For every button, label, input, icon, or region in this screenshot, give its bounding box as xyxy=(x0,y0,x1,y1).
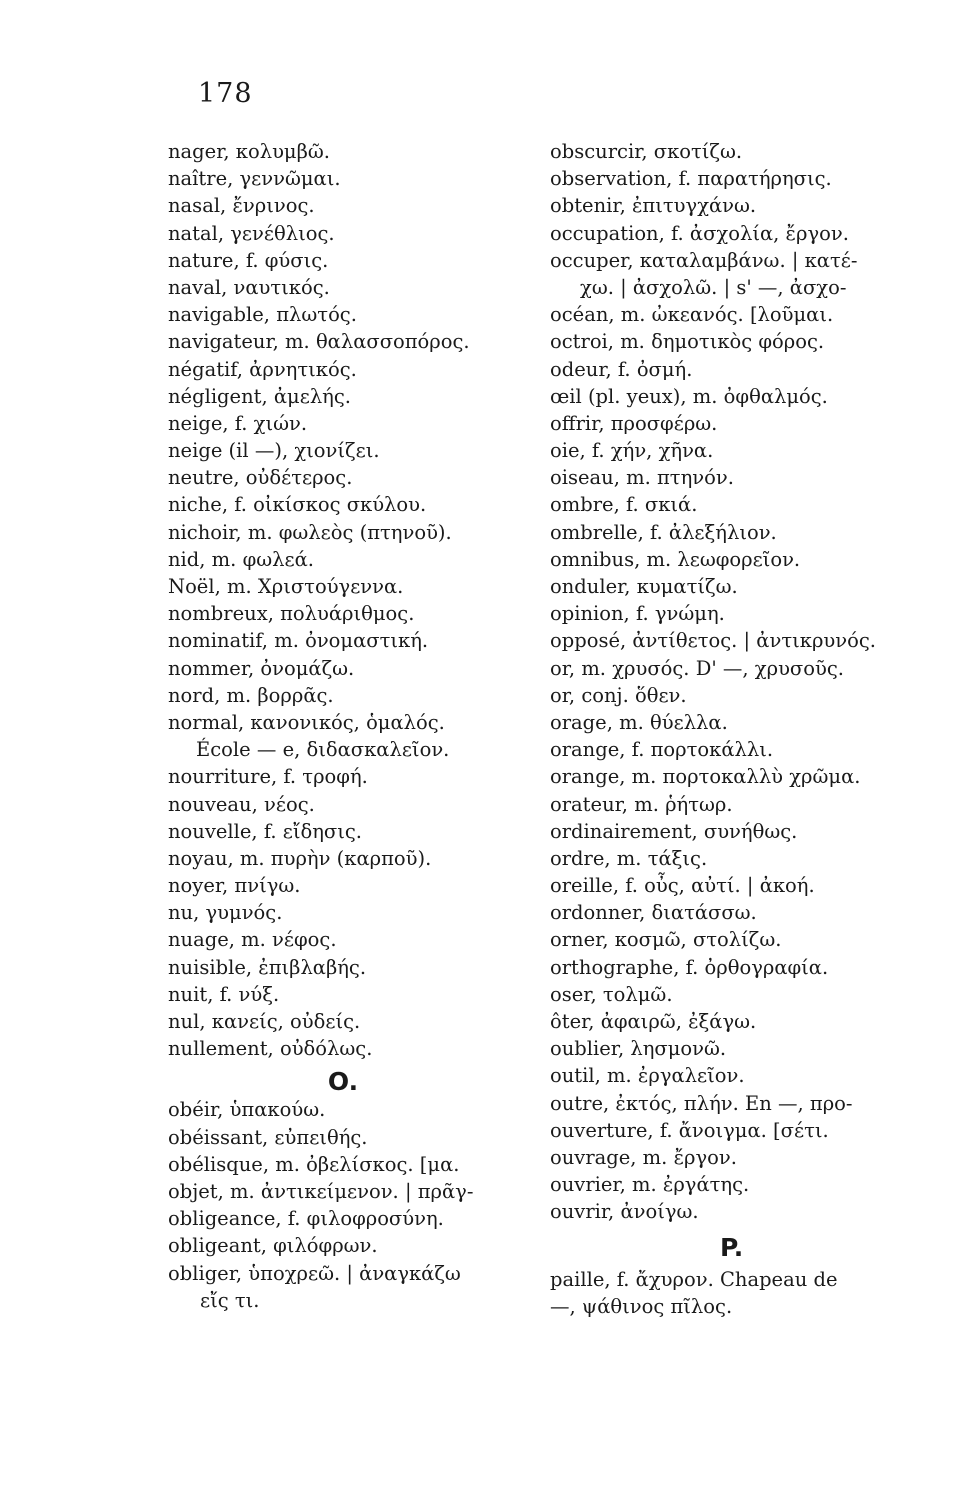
entry: nuit, f. νύξ. xyxy=(168,982,280,1006)
entry: navigable, πλωτός. xyxy=(168,303,357,327)
entry: orage, m. θύελλα. xyxy=(550,710,728,734)
entry-continuation: εἴς τι. xyxy=(200,1288,260,1312)
entry: œil (pl. yeux), m. ὀφθαλμός. xyxy=(550,384,828,408)
entry: nu, γυμνός. xyxy=(168,901,283,925)
entry: ouverture, f. ἄνοιγμα. [σέτι. xyxy=(550,1118,829,1142)
entry: orner, κοσμῶ, στολίζω. xyxy=(550,928,782,952)
entry: nager, κολυμβῶ. xyxy=(168,140,330,163)
entry: neige (il —), χιονίζει. xyxy=(168,439,380,463)
entry: objet, m. ἀντικείμενον. | πρᾶγ- xyxy=(168,1179,474,1203)
entry: ôter, ἀφαιρῶ, ἐξάγω. xyxy=(550,1010,757,1033)
entry: obligeance, f. φιλοφροσύνη. xyxy=(168,1207,444,1231)
entry: ombre, f. σκιά. xyxy=(550,493,698,517)
entry: oreille, f. οὖς, αὐτί. | ἀκοή. xyxy=(550,874,815,898)
entry: occuper, καταλαμβάνω. | κατέ- xyxy=(550,248,858,272)
entry: onduler, κυματίζω. xyxy=(550,575,738,598)
entry: opposé, ἀντίθετος. | ἀντικρυνός. xyxy=(550,629,876,653)
entry-continuation: χω. | ἀσχολῶ. | s' —, ἀσχο- xyxy=(580,275,847,299)
section-heading-p: P. xyxy=(720,1232,744,1262)
entry: nul, κανείς, οὐδείς. xyxy=(168,1010,361,1033)
entry: nourriture, f. τροφή. xyxy=(168,765,368,789)
entry: outil, m. ἐργαλεῖον. xyxy=(550,1064,745,1088)
entry-subentry: École — e, διδασκαλεῖον. xyxy=(196,738,450,762)
entry: obliger, ὑποχρεῶ. | ἀναγκάζω xyxy=(168,1261,461,1285)
entry: noyer, πνίγω. xyxy=(168,874,301,898)
entry: neige, f. χιών. xyxy=(168,411,308,435)
entry: niche, f. οἰκίσκος σκύλου. xyxy=(168,493,427,517)
entry: nid, m. φωλεά. xyxy=(168,547,314,571)
entry: odeur, f. ὀσμή. xyxy=(550,357,693,381)
entry: opinion, f. γνώμη. xyxy=(550,602,725,626)
entry: natal, γενέθλιος. xyxy=(168,221,335,245)
entry: obtenir, ἐπιτυγχάνω. xyxy=(550,194,757,218)
entry: or, conj. ὅθεν. xyxy=(550,683,687,707)
entry: occupation, f. ἀσχολία, ἔργον. xyxy=(550,221,849,245)
entry: ordonner, διατάσσω. xyxy=(550,901,757,925)
entry: nommer, ὀνομάζω. xyxy=(168,656,355,680)
right-column xyxy=(550,138,910,1320)
entry: nature, f. φύσις. xyxy=(168,248,329,272)
entry: ouvrier, m. ἐργάτης. xyxy=(550,1173,750,1197)
entry: nichoir, m. φωλεὸς (πτηνοῦ). xyxy=(168,520,452,544)
entry: obéissant, εὐπειθής. xyxy=(168,1125,368,1149)
entry: orange, m. πορτοκαλλὺ χρῶμα. xyxy=(550,765,861,789)
entry: oie, f. χήν, χῆνα. xyxy=(550,439,714,463)
entry: neutre, οὐδέτερος. xyxy=(168,466,353,490)
entry: orange, f. πορτοκάλλι. xyxy=(550,738,774,762)
entry: ordre, m. τάξις. xyxy=(550,846,708,870)
entry: obscurcir, σκοτίζω. xyxy=(550,140,743,163)
entry: négatif, ἀρνητικός. xyxy=(168,357,357,381)
left-column xyxy=(168,138,518,1314)
entry: nullement, οὐδόλως. xyxy=(168,1037,373,1061)
entry: nasal, ἔνρινος. xyxy=(168,194,315,218)
entry: obligeant, φιλόφρων. xyxy=(168,1234,378,1258)
entry: nuisible, ἐπιβλαβής. xyxy=(168,955,367,979)
entry: ouvrir, ἀνοίγω. xyxy=(550,1200,699,1224)
entry: outre, ἐκτός, πλήν. En —, προ- xyxy=(550,1091,853,1115)
section-heading-o: O. xyxy=(327,1067,359,1097)
entry: oser, τολμῶ. xyxy=(550,982,673,1006)
page-number: 178 xyxy=(198,78,253,109)
entry: ouvrage, m. ἔργον. xyxy=(550,1145,737,1169)
entry: obélisque, m. ὀβελίσκος. [μα. xyxy=(168,1152,460,1176)
entry: omnibus, m. λεωφορεῖον. xyxy=(550,547,801,571)
entry: octroi, m. δημοτικὸς φόρος. xyxy=(550,330,825,354)
entry: nouveau, νέος. xyxy=(168,792,315,816)
entry: océan, m. ὠκεανός. [λοῦμαι. xyxy=(550,303,834,327)
entry: Noël, m. Χριστούγεννα. xyxy=(168,575,404,598)
entry: normal, κανονικός, ὁμαλός. xyxy=(168,710,445,734)
entry: obéir, ὑπακούω. xyxy=(168,1098,326,1122)
entry: oublier, λησμονῶ. xyxy=(550,1037,727,1061)
entry: offrir, προσφέρω. xyxy=(550,411,718,435)
entry: navigateur, m. θαλασσοπόρος. xyxy=(168,330,470,354)
entry: ordinairement, συνήθως. xyxy=(550,819,798,843)
entry: oiseau, m. πτηνόν. xyxy=(550,466,734,490)
entry: nord, m. βορρᾶς. xyxy=(168,683,334,707)
entry: nouvelle, f. εἴδησις. xyxy=(168,819,362,843)
entry: nominatif, m. ὀνομαστική. xyxy=(168,629,429,653)
entry: paille, f. ἄχυρον. Chapeau de xyxy=(550,1267,838,1291)
entry: noyau, m. πυρὴν (καρποῦ). xyxy=(168,846,432,870)
entry: —, ψάθινος πῖλος. xyxy=(550,1294,733,1318)
entry: nuage, m. νέφος. xyxy=(168,928,337,952)
entry: or, m. χρυσός. D' —, χρυσοῦς. xyxy=(550,656,844,680)
entry: négligent, ἀμελής. xyxy=(168,384,351,408)
entry: orateur, m. ῥήτωρ. xyxy=(550,792,733,816)
entry: orthographe, f. ὀρθογραφία. xyxy=(550,955,829,979)
entry: ombrelle, f. ἀλεξήλιον. xyxy=(550,520,777,544)
entry: naval, ναυτικός. xyxy=(168,275,330,299)
entry: naître, γεννῶμαι. xyxy=(168,167,341,191)
entry: observation, f. παρατήρησις. xyxy=(550,167,832,191)
entry: nombreux, πολυάριθμος. xyxy=(168,602,415,626)
